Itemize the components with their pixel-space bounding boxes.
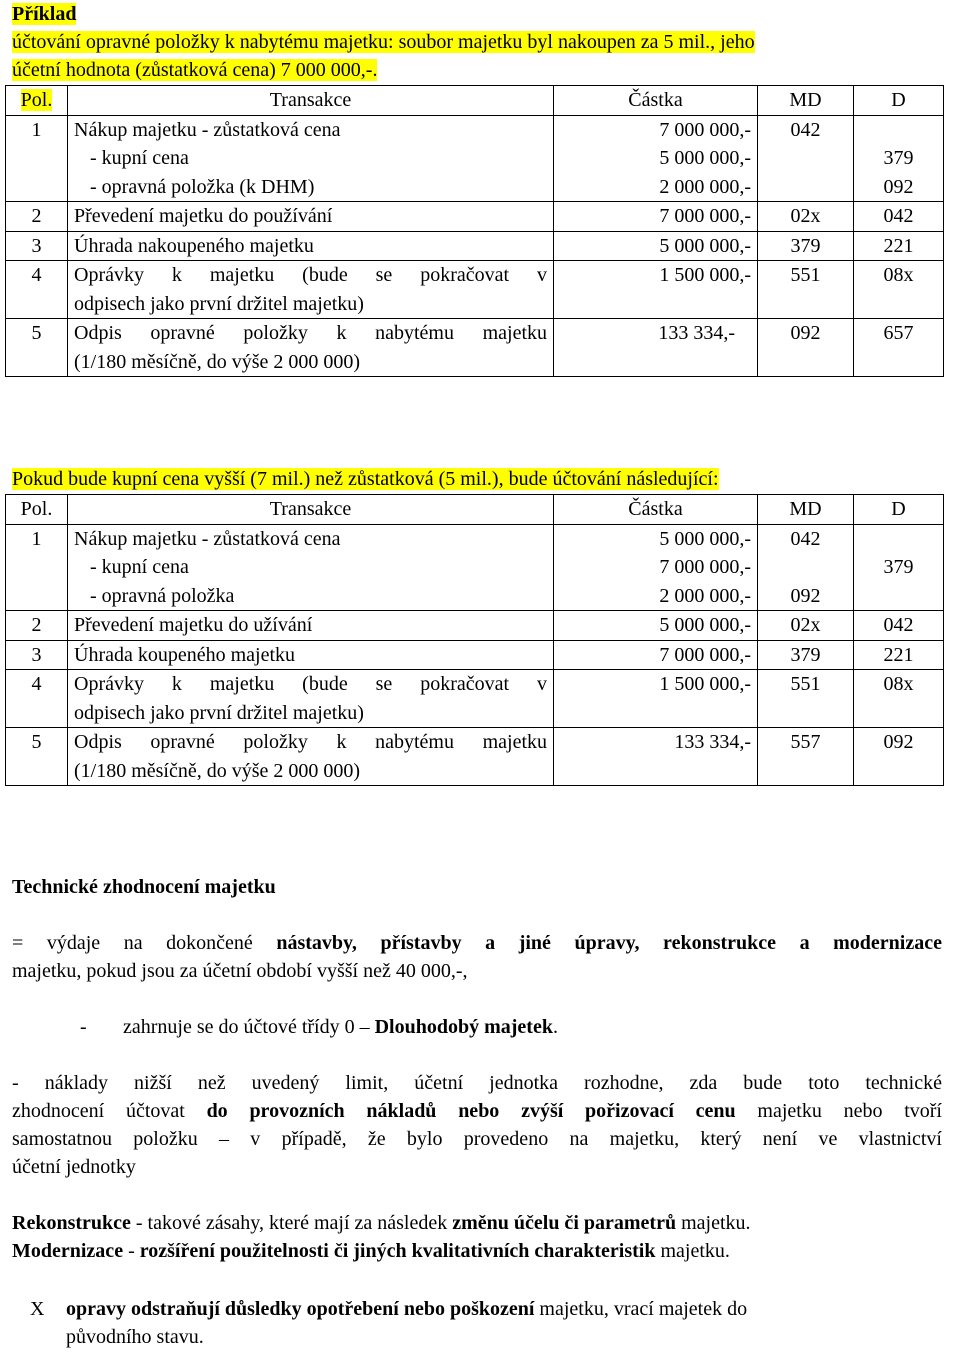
col-transakce: Transakce — [68, 86, 554, 116]
accounting-table-1 — [5, 85, 944, 377]
table-row: 4 Oprávky k majetku (bude se pokračovat v odpisech jako první držitel majetku) 1 500 000,- 551 08x — [6, 261, 944, 319]
col-pol: Pol. — [6, 495, 68, 525]
col-pol: Pol. — [6, 86, 68, 116]
example-title: Příklad — [12, 3, 77, 25]
col-castka: Částka — [554, 495, 758, 525]
table-row: 5 Odpis opravné položky k nabytému majetku (1/180 měsíčně, do výše 2 000 000) 133 334,- 092 657 — [6, 319, 944, 377]
table-row: 2 Převedení majetku do užívání 5 000 000,- 02x 042 — [6, 611, 944, 641]
table-row: 3 Úhrada nakoupeného majetku 5 000 000,- 379 221 — [6, 231, 944, 261]
x-mark: X — [30, 1298, 45, 1320]
table-row: 3 Úhrada koupeného majetku 7 000 000,- 379 221 — [6, 640, 944, 670]
table-row: 4 Oprávky k majetku (bude se pokračovat v odpisech jako první držitel majetku) 1 500 000,- 551 08x — [6, 670, 944, 728]
example-heading — [12, 0, 942, 28]
table-row: 2 Převedení majetku do používání 7 000 000,- 02x 042 — [6, 202, 944, 232]
accounting-table-2 — [5, 494, 944, 786]
col-castka: Částka — [554, 86, 758, 116]
modernizace-line: Modernizace - rozšíření použitelnosti či jiných kvalitativních charakteristik majetku. — [12, 1240, 730, 1262]
table-row: 5 Odpis opravné položky k nabytému majetku (1/180 měsíčně, do výše 2 000 000) 133 334,- 557 092 — [6, 728, 944, 786]
tech-heading: Technické zhodnocení majetku — [12, 876, 276, 898]
between-text: Pokud bude kupní cena vyšší (7 mil.) než zůstatková (5 mil.), bude účtování následující: — [12, 468, 719, 490]
rekonstrukce-line: Rekonstrukce - takové zásahy, které mají za následek změnu účelu či parametrů majetku. — [12, 1212, 751, 1234]
col-transakce: Transakce — [68, 495, 554, 525]
col-md: MD — [758, 86, 854, 116]
tech-costs-paragraph: - náklady nižší než uvedený limit, účetní jednotka rozhodne, zda bude toto technické zhodnocení účtovat do provozních nákladů nebo zvýší pořizovací cenu majetku nebo tvoří samostatnou položku – v případě, že bylo provedeno na majetku, který není ve vlastnictví účetní jednotky — [12, 1072, 942, 1178]
example-intro-line2: účetní hodnota (zůstatková cena) 7 000 000,-. — [12, 59, 378, 81]
table-row: 1 Nákup majetku - zůstatková cena - kupní cena - opravná položka (k DHM) 7 000 000,- 5 000 000,- 2 000 000,- 042 379 092 — [6, 115, 944, 202]
col-d: D — [854, 495, 944, 525]
tech-definition: = výdaje na dokončené nástavby, přístavby a jiné úpravy, rekonstrukce a modernizace majetku, pokud jsou za účetní období vyšší než 40 000,-, — [12, 932, 942, 982]
col-d: D — [854, 86, 944, 116]
example-intro-line1: účtování opravné položky k nabytému majetku: soubor majetku byl nakoupen za 5 mil., jeho — [12, 31, 755, 53]
table-header-row — [6, 86, 944, 116]
table-row: 1 Nákup majetku - zůstatková cena - kupní cena - opravná položka 5 000 000,- 7 000 000,- 2 000 000,- 042 092 379 — [6, 524, 944, 611]
repairs-note: X opravy odstraňují důsledky opotřebení nebo poškození majetku, vrací majetek do původního stavu. — [30, 1295, 930, 1351]
table-header-row — [6, 495, 944, 525]
tech-bullet: - zahrnuje se do účtové třídy 0 – Dlouhodobý majetek. — [80, 1016, 558, 1038]
col-md: MD — [758, 495, 854, 525]
